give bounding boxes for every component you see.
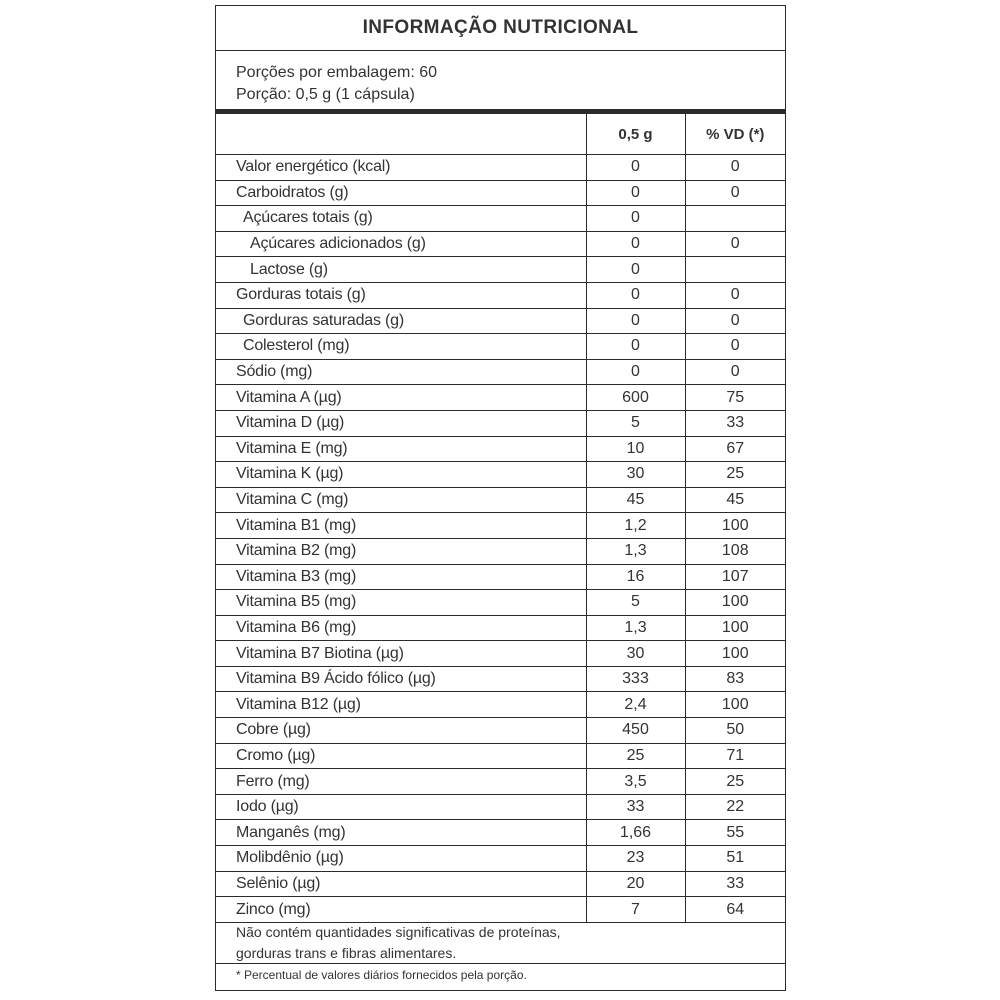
nutrient-name: Iodo (µg) [216,794,586,820]
table-row [216,155,785,181]
table-row [216,846,785,872]
nutrient-daily-value [685,257,785,283]
table-row [216,871,785,897]
nutrient-quantity: 45 [586,487,685,513]
header-nutrient [216,114,586,155]
note-line-2: gorduras trans e fibras alimentares. [236,945,457,961]
nutrient-name: Zinco (mg) [216,897,586,923]
nutrient-daily-value: 22 [685,794,785,820]
nutrient-quantity: 1,3 [586,615,685,641]
table-row [216,641,785,667]
header-quantity: 0,5 g [586,114,685,155]
nutrient-quantity: 7 [586,897,685,923]
nutrient-quantity: 1,66 [586,820,685,846]
table-row [216,410,785,436]
nutrient-name: Cromo (µg) [216,743,586,769]
nutrient-name: Colesterol (mg) [216,334,586,360]
table-row [216,820,785,846]
table-row [216,462,785,488]
nutrient-quantity: 0 [586,180,685,206]
table-row [216,385,785,411]
nutrition-note [216,912,785,964]
table-row [216,615,785,641]
table-row [216,564,785,590]
serving-size: Porção: 0,5 g (1 cápsula) [236,86,415,103]
nutrient-quantity: 3,5 [586,769,685,795]
label-title: INFORMAÇÃO NUTRICIONAL [216,6,785,51]
nutrient-quantity: 1,2 [586,513,685,539]
nutrient-name: Vitamina B12 (µg) [216,692,586,718]
nutrient-quantity: 33 [586,794,685,820]
nutrient-name: Vitamina B6 (mg) [216,615,586,641]
nutrient-name: Açúcares adicionados (g) [216,231,586,257]
nutrient-quantity: 0 [586,231,685,257]
nutrient-quantity: 23 [586,846,685,872]
nutrition-facts-label [215,5,786,991]
nutrient-name: Vitamina B7 Biotina (µg) [216,641,586,667]
table-header-row [216,114,785,155]
nutrient-quantity: 0 [586,257,685,283]
nutrient-quantity: 2,4 [586,692,685,718]
nutrient-daily-value: 75 [685,385,785,411]
nutrient-name: Açúcares totais (g) [216,206,586,232]
nutrient-daily-value: 0 [685,308,785,334]
nutrient-name: Vitamina D (µg) [216,410,586,436]
nutrient-daily-value: 71 [685,743,785,769]
nutrient-name: Valor energético (kcal) [216,155,586,181]
nutrient-daily-value: 83 [685,666,785,692]
nutrient-name: Vitamina B1 (mg) [216,513,586,539]
nutrient-daily-value: 50 [685,718,785,744]
nutrient-daily-value: 45 [685,487,785,513]
nutrient-name: Gorduras totais (g) [216,282,586,308]
nutrient-daily-value: 100 [685,641,785,667]
nutrition-table [216,114,785,923]
nutrient-daily-value: 0 [685,334,785,360]
nutrient-daily-value: 100 [685,590,785,616]
nutrient-quantity: 0 [586,155,685,181]
table-row [216,769,785,795]
note-line-1: Não contém quantidades significativas de proteínas, [236,924,561,940]
table-row [216,334,785,360]
nutrient-daily-value: 107 [685,564,785,590]
nutrient-quantity: 16 [586,564,685,590]
nutrient-quantity: 333 [586,666,685,692]
nutrient-name: Vitamina B2 (mg) [216,538,586,564]
nutrient-daily-value: 100 [685,513,785,539]
nutrient-quantity: 20 [586,871,685,897]
nutrient-daily-value: 0 [685,155,785,181]
nutrient-quantity: 5 [586,410,685,436]
nutrient-name: Carboidratos (g) [216,180,586,206]
nutrient-daily-value: 25 [685,462,785,488]
table-row [216,590,785,616]
nutrient-quantity: 0 [586,308,685,334]
nutrient-quantity: 30 [586,641,685,667]
servings-per-package: Porções por embalagem: 60 [236,64,437,81]
nutrient-name: Vitamina B3 (mg) [216,564,586,590]
nutrient-quantity: 0 [586,282,685,308]
nutrient-quantity: 450 [586,718,685,744]
nutrient-name: Gorduras saturadas (g) [216,308,586,334]
nutrient-name: Vitamina B9 Ácido fólico (µg) [216,666,586,692]
nutrient-name: Molibdênio (µg) [216,846,586,872]
table-row [216,257,785,283]
nutrient-daily-value: 0 [685,231,785,257]
nutrient-daily-value: 108 [685,538,785,564]
nutrient-name: Vitamina B5 (mg) [216,590,586,616]
nutrient-daily-value: 0 [685,359,785,385]
nutrient-daily-value [685,206,785,232]
table-row [216,666,785,692]
nutrient-daily-value: 33 [685,410,785,436]
table-row [216,692,785,718]
table-row [216,794,785,820]
nutrient-quantity: 25 [586,743,685,769]
table-row [216,206,785,232]
nutrient-quantity: 30 [586,462,685,488]
table-row [216,718,785,744]
nutrient-name: Ferro (mg) [216,769,586,795]
nutrient-daily-value: 25 [685,769,785,795]
footnote: * Percentual de valores diários fornecidos pela porção. [236,968,527,982]
nutrient-daily-value: 33 [685,871,785,897]
nutrient-daily-value: 0 [685,282,785,308]
nutrient-quantity: 10 [586,436,685,462]
table-row [216,359,785,385]
nutrient-quantity: 0 [586,359,685,385]
nutrient-daily-value: 64 [685,897,785,923]
nutrient-daily-value: 100 [685,692,785,718]
table-row [216,436,785,462]
nutrient-daily-value: 51 [685,846,785,872]
nutrient-quantity: 1,3 [586,538,685,564]
table-row [216,743,785,769]
nutrient-daily-value: 67 [685,436,785,462]
nutrient-name: Vitamina K (µg) [216,462,586,488]
nutrient-quantity: 0 [586,334,685,360]
nutrient-name: Vitamina E (mg) [216,436,586,462]
nutrient-name: Cobre (µg) [216,718,586,744]
portion-info [216,51,785,109]
nutrient-quantity: 600 [586,385,685,411]
nutrition-rows [216,155,785,923]
nutrient-name: Manganês (mg) [216,820,586,846]
table-row [216,282,785,308]
nutrient-name: Sódio (mg) [216,359,586,385]
table-row [216,180,785,206]
nutrient-daily-value: 100 [685,615,785,641]
table-row [216,231,785,257]
table-row [216,513,785,539]
nutrient-daily-value: 55 [685,820,785,846]
table-row [216,308,785,334]
nutrient-name: Lactose (g) [216,257,586,283]
nutrient-name: Vitamina A (µg) [216,385,586,411]
nutrient-name: Selênio (µg) [216,871,586,897]
nutrient-quantity: 0 [586,206,685,232]
nutrient-quantity: 5 [586,590,685,616]
nutrient-daily-value: 0 [685,180,785,206]
header-daily-value: % VD (*) [685,114,785,155]
table-row [216,487,785,513]
table-row [216,538,785,564]
nutrient-name: Vitamina C (mg) [216,487,586,513]
